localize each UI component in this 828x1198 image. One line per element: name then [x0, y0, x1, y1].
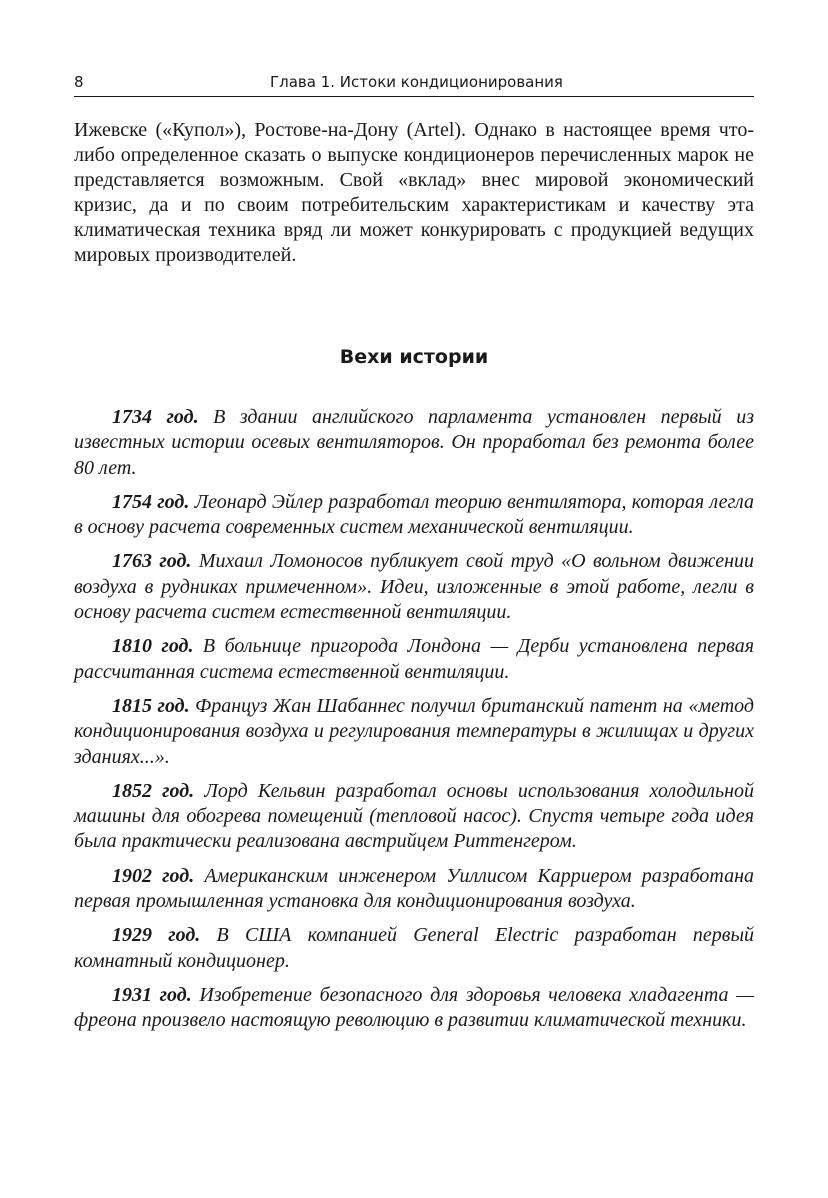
milestone-text: Изобретение безопасного для здоровья человека хладагента — фреона произвело настоящую революцию в развитии климатической техники. — [74, 983, 754, 1032]
milestone-text: Михаил Ломоносов публикует свой труд «О вольном движении воздуха в рудниках примеченном». Идеи, изложенные в этой работе, легли в основу расчета систем естественной вентиляции. — [74, 550, 754, 624]
milestone-year: 1929 год. — [112, 924, 201, 947]
milestone-item — [74, 923, 754, 974]
milestone-text: В США компанией General Electric разработан первый комнатный кондиционер. — [74, 924, 754, 972]
book-page — [74, 0, 754, 1198]
section-heading: Вехи истории — [339, 346, 489, 368]
milestone-year: 1754 год. — [112, 490, 190, 513]
milestone-item — [74, 779, 754, 855]
milestone-item — [74, 490, 754, 541]
milestone-text: Француз Жан Шабаннес получил британский патент на «метод кондиционирования воздуха и регулирования температуры в жилищах и других зданиях...». — [74, 694, 755, 768]
milestone-text: Американским инженером Уиллисом Карриером разработана первая промышленная установка для кондиционирования воздуха. — [74, 864, 754, 913]
milestone-year: 1815 год. — [112, 694, 190, 717]
milestone-text: В здании английского парламента установлен первый из известных истории осевых вентиляторов. Он проработал без ремонта более 80 лет. — [74, 406, 755, 479]
milestone-year: 1810 год. — [112, 635, 194, 658]
milestone-item — [74, 634, 754, 685]
running-header — [74, 70, 754, 97]
milestone-year: 1852 год. — [112, 779, 195, 802]
milestone-year: 1931 год. — [112, 983, 192, 1006]
milestone-year: 1902 год. — [112, 864, 195, 887]
chapter-title: Глава 1. Истоки кондиционирования — [270, 73, 563, 91]
milestone-list — [74, 405, 754, 1043]
milestone-item — [74, 405, 754, 481]
milestone-item — [74, 549, 754, 625]
milestone-year: 1734 год. — [112, 406, 199, 428]
milestone-item — [74, 694, 754, 770]
milestone-year: 1763 год. — [112, 550, 192, 573]
milestone-item — [74, 983, 754, 1034]
milestone-text: Лорд Кельвин разработал основы использования холодильной машины для обогрева помещений (тепловой насос). Спустя четыре года идея была практически реализована австрийцем Риттенгером. — [74, 779, 754, 853]
milestone-text: В больнице пригорода Лондона — Дерби установлена первая рассчитанная система естественной вентиляции. — [74, 635, 754, 683]
intro-paragraph: Ижевске («Купол»), Ростове-на-Дону (Artel). Однако в настоящее время что-либо определенное сказать о выпуске кондиционеров перечисленных марок не представляется возможным. Свой «вклад» внес мировой экономический кризис, да и по своим потребительским характеристикам и качеству эта климатическая техника вряд ли может конкурировать с продукцией ведущих мировых производителей. — [74, 119, 754, 266]
milestone-text: Леонард Эйлер разработал теорию вентилятора, которая легла в основу расчета современных систем механической вентиляции. — [74, 490, 755, 539]
page-number: 8 — [74, 73, 84, 91]
milestone-item — [74, 864, 754, 915]
